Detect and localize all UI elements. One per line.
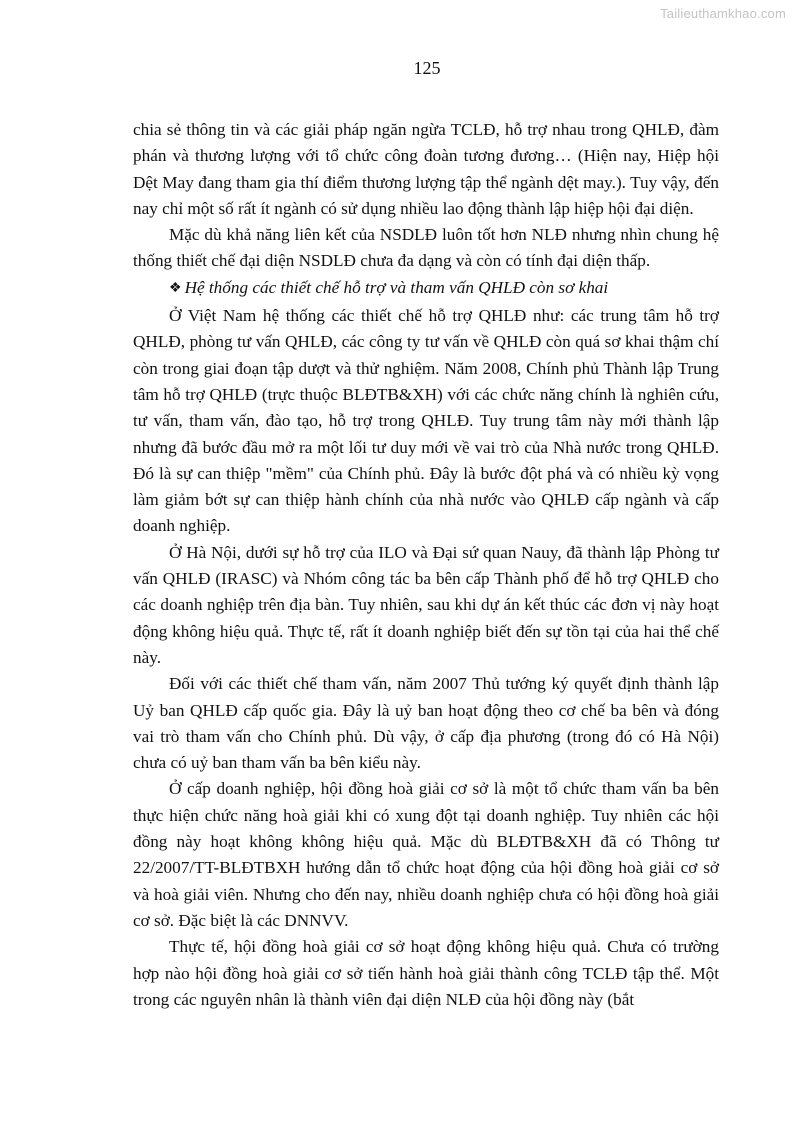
paragraph: Thực tế, hội đồng hoà giải cơ sở hoạt động không hiệu quả. Chưa có trường hợp nào hội đồng hoà giải cơ sở tiến hành hoà giải thành công TCLĐ tập thể. Một trong các nguyên nhân là thành viên đại diện NLĐ của hội đồng này (bắt <box>133 937 719 1009</box>
paragraph: Ở Hà Nội, dưới sự hỗ trợ của ILO và Đại sứ quan Nauy, đã thành lập Phòng tư vấn QHLĐ (IRASC) và Nhóm công tác ba bên cấp Thành phố để hỗ trợ QHLĐ cho các doanh nghiệp trên địa bàn. Tuy nhiên, sau khi dự án kết thúc các đơn vị này hoạt động không hiệu quả. Thực tế, rất ít doanh nghiệp biết đến sự tồn tại của hai thể chế này. <box>133 542 719 667</box>
section-heading-text: Hệ thống các thiết chế hỗ trợ và tham vấn QHLĐ còn sơ khai <box>184 277 609 297</box>
watermark: Tailieuthamkhao.com <box>660 6 786 21</box>
section-heading <box>133 275 719 303</box>
page-number: 125 <box>413 58 441 78</box>
document-body <box>133 117 719 1013</box>
paragraph: Đối với các thiết chế tham vấn, năm 2007 Thủ tướng ký quyết định thành lập Uỷ ban QHLĐ cấp quốc gia. Đây là uỷ ban hoạt động theo cơ chế ba bên và đóng vai trò tham vấn cho Chính phủ. Dù vậy, ở cấp địa phương (trong đó có Hà Nội) chưa có uỷ ban tham vấn ba bên kiểu này. <box>133 674 719 773</box>
paragraph: chia sẻ thông tin và các giải pháp ngăn ngừa TCLĐ, hỗ trợ nhau trong QHLĐ, đàm phán và thương lượng với tổ chức công đoàn tương đương… (Hiện nay, Hiệp hội Dệt May đang tham gia thí điểm thương lượng tập thể ngành dệt may.). Tuy vậy, đến nay chỉ một số rất ít ngành có sử dụng nhiều lao động thành lập hiệp hội đại diện. <box>133 120 719 218</box>
diamond-bullet-icon: ❖ <box>169 280 182 296</box>
paragraph: Ở cấp doanh nghiệp, hội đồng hoà giải cơ sở là một tổ chức tham vấn ba bên thực hiện chức năng hoà giải khi có xung đột tại doanh nghiệp. Tuy nhiên các hội đồng này hoạt không không hiệu quả. Mặc dù BLĐTB&XH đã có Thông tư 22/2007/TT-BLĐTBXH hướng dẫn tổ chức hoạt động của hội đồng hoà giải cơ sở và hoà giải viên. Nhưng cho đến nay, nhiều doanh nghiệp chưa có hội đồng hoà giải cơ sở. Đặc biệt là các DNNVV. <box>133 779 719 930</box>
paragraph: Mặc dù khả năng liên kết của NSDLĐ luôn tốt hơn NLĐ nhưng nhìn chung hệ thống thiết chế đại diện NSDLĐ chưa đa dạng và còn có tính đại diện thấp. <box>133 225 719 271</box>
paragraph: Ở Việt Nam hệ thống các thiết chế hỗ trợ QHLĐ như: các trung tâm hỗ trợ QHLĐ, phòng tư vấn QHLĐ, các công ty tư vấn về QHLĐ còn quá sơ khai thậm chí còn trong giai đoạn tập dượt và thử nghiệm. Năm 2008, Chính phủ Thành lập Trung tâm hỗ trợ QHLĐ (trực thuộc BLĐTB&XH) với các chức năng chính là nghiên cứu, tư vấn, tham vấn, đào tạo, hỗ trợ trong QHLĐ. Tuy trung tâm này mới thành lập nhưng đã bước đầu mở ra một lối tư duy mới về vai trò của Nhà nước trong QHLĐ. Đó là sự can thiệp "mềm" của Chính phủ. Đây là bước đột phá và có nhiều kỳ vọng làm giảm bớt sự can thiệp hành chính của nhà nước vào QHLĐ cấp ngành và cấp doanh nghiệp. <box>133 306 719 536</box>
